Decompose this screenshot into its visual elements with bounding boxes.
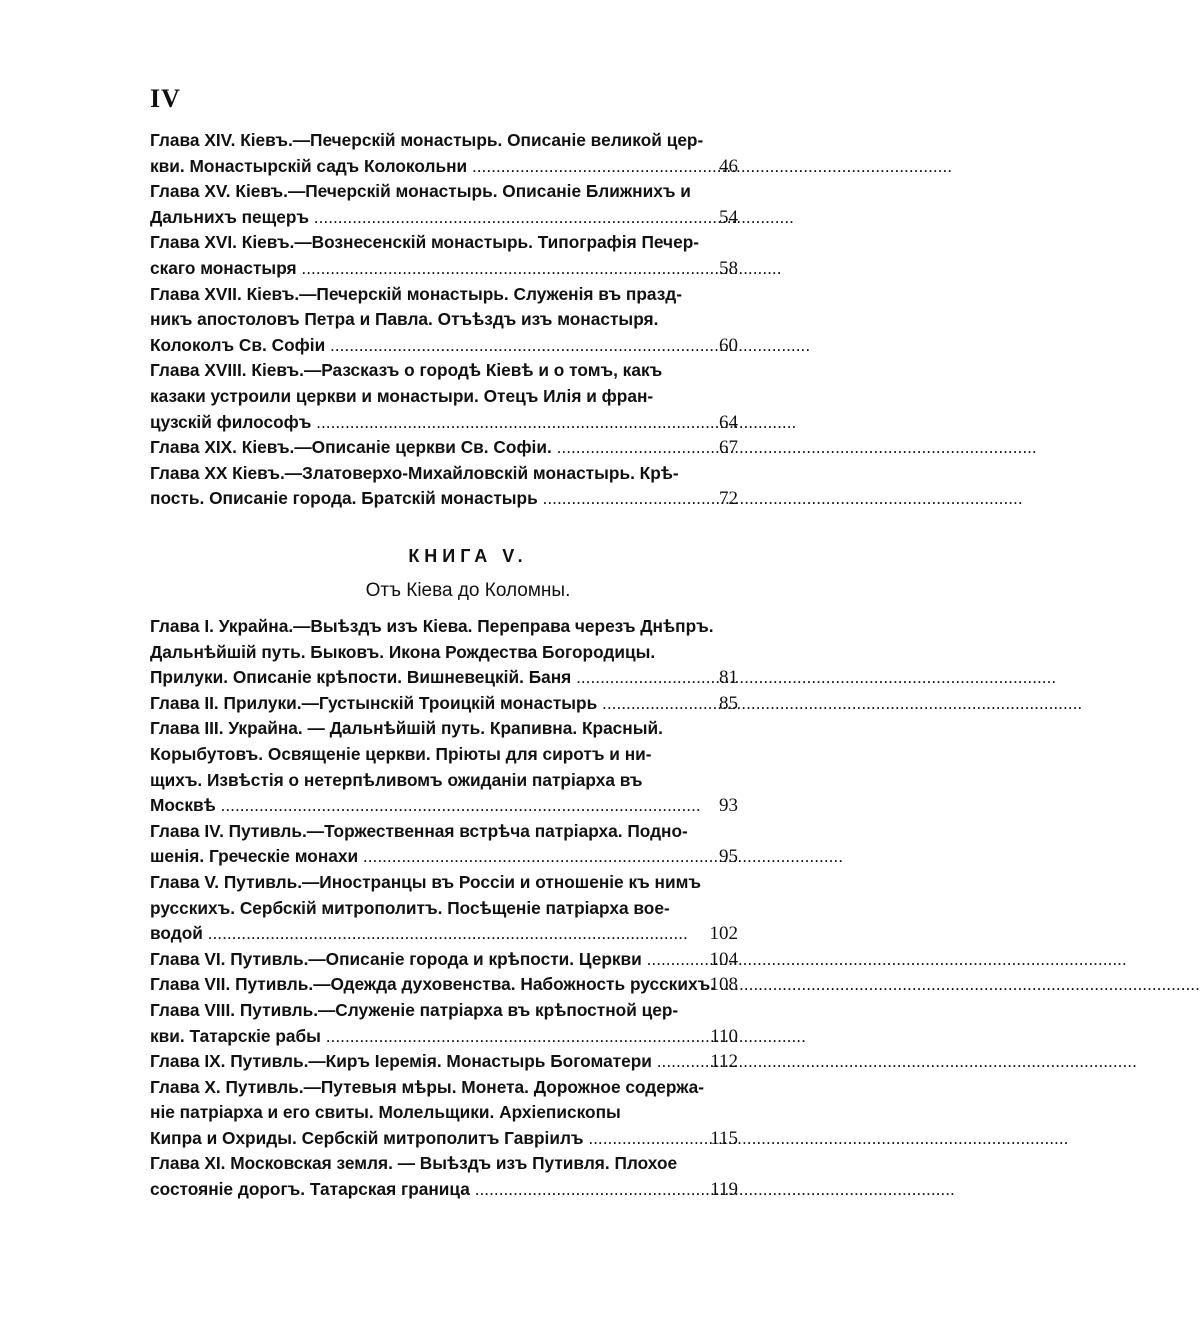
toc-entry bbox=[150, 128, 738, 179]
toc-entry bbox=[150, 998, 738, 1049]
toc-entry-line: Кипра и Охриды. Сербскiй митрополитъ Гаврiилъ ..... bbox=[192, 1126, 692, 1152]
toc-page-number: 85 bbox=[719, 692, 738, 714]
toc-entry-line: нiе патрiарха и его свиты. Молельщики. Архiепископы bbox=[150, 1102, 621, 1123]
toc-entry-line: Глава III. Украйна. — Дальнѣйшiй путь. Крапивна. Красный. bbox=[150, 718, 663, 739]
toc-page-number: 102 bbox=[709, 923, 738, 945]
toc-entry bbox=[150, 358, 738, 435]
toc-entry-line: цузскiй философъ ..... bbox=[192, 410, 692, 436]
toc-entry-line: Глава XIX. Кiевъ.—Описанiе церкви Св. Софiи. ..... bbox=[192, 435, 692, 461]
toc-entry bbox=[150, 870, 738, 947]
toc-entry bbox=[150, 691, 738, 717]
toc-entry bbox=[150, 282, 738, 359]
toc-entry-line: состоянiе дорогъ. Татарская граница ..... bbox=[192, 1177, 692, 1203]
toc-page-number: 81 bbox=[719, 667, 738, 689]
toc-entry-line: Корыбутовъ. Освященiе церкви. Прiюты для сиротъ и ни- bbox=[150, 743, 652, 764]
toc-entry-line: Глава VII. Путивль.—Одежда духовенства. Набожность русскихъ. ..... bbox=[192, 972, 692, 998]
toc-entry-line: Глава XVI. Кiевъ.—Вознесенскiй монастырь. Типографiя Печер- bbox=[150, 232, 700, 253]
toc-entry-line: русскихъ. Сербскiй митрополитъ. Посѣщенiе патрiарха вое- bbox=[150, 897, 670, 918]
toc-entry bbox=[150, 1049, 738, 1075]
toc-page-number: 115 bbox=[710, 1127, 738, 1149]
toc-entry-line: Колоколъ Св. Софiи ..... bbox=[192, 333, 692, 359]
toc-entry bbox=[150, 461, 738, 512]
toc-entry bbox=[150, 972, 738, 998]
toc-entry bbox=[150, 435, 738, 461]
toc-page-number: 119 bbox=[710, 1179, 738, 1201]
toc-entry-line: Глава V. Путивль.—Иностранцы въ Россiи и отношенiе къ нимъ bbox=[150, 871, 701, 892]
page-number: IV bbox=[150, 84, 181, 113]
toc-entry-line: шенiя. Греческiе монахи ..... bbox=[192, 844, 692, 870]
toc-page-number: 46 bbox=[719, 155, 738, 177]
toc-entry-line: кви. Монастырскiй садъ Колокольни ..... bbox=[192, 154, 692, 180]
toc-page-number: 60 bbox=[719, 334, 738, 356]
toc-entry-line: Глава XVIII. Кiевъ.—Разсказъ о городѣ Кiевѣ и о томъ, какъ bbox=[150, 360, 663, 381]
toc-entry-line: Глава XX Кiевъ.—Златоверхо-Михайловскiй монастырь. Крѣ- bbox=[150, 462, 679, 483]
toc-entry-line: Глава XIV. Кiевъ.—Печерскiй монастырь. Описанiе великой цер- bbox=[150, 130, 704, 150]
book-title: КНИГА V. bbox=[408, 546, 528, 566]
toc-section-bottom bbox=[150, 614, 738, 1203]
toc-entry-line: водой ..... bbox=[192, 921, 692, 947]
toc-section-top bbox=[150, 128, 738, 512]
toc-page-number: 95 bbox=[719, 846, 738, 868]
toc-entry-line: Прилуки. Описанiе крѣпости. Вишневецкiй. Баня ..... bbox=[192, 665, 692, 691]
toc-page-number: 58 bbox=[719, 257, 738, 279]
toc-entry-line: Глава XV. Кiевъ.—Печерскiй монастырь. Описанiе Ближнихъ и bbox=[150, 181, 691, 202]
toc-entry-line: Глава XI. Московская земля. — Выѣздъ изъ Путивля. Плохое bbox=[150, 1153, 678, 1174]
toc-entry-line: Глава VIII. Путивль.—Служенiе патрiарха въ крѣпостной цер- bbox=[150, 999, 679, 1020]
toc-page-number: 112 bbox=[710, 1051, 738, 1073]
toc-entry-line: Глава XVII. Кiевъ.—Печерскiй монастырь. Служенiя въ празд- bbox=[150, 283, 683, 304]
toc-entry-line: Глава IX. Путивль.—Киръ Iеремiя. Монастырь Богоматери ..... bbox=[192, 1049, 692, 1075]
toc-entry-line: кви. Татарскiе рабы ..... bbox=[192, 1024, 692, 1050]
toc-entry-line: казаки устроили церкви и монастыри. Отецъ Илiя и фран- bbox=[150, 385, 654, 406]
toc-page-number: 67 bbox=[719, 437, 738, 459]
toc-entry-line: Глава II. Прилуки.—Густынскiй Троицкiй монастырь ..... bbox=[192, 691, 692, 717]
book-subtitle: Отъ Кiева до Коломны. bbox=[365, 580, 571, 601]
toc-entry-line: Глава I. Украйна.—Выѣздъ изъ Кiева. Переправа черезъ Днѣпръ. bbox=[150, 616, 714, 636]
toc-page-number: 54 bbox=[719, 206, 738, 228]
toc-page-number: 104 bbox=[709, 948, 738, 970]
toc-entry-line: пость. Описанiе города. Братскiй монастырь ..... bbox=[192, 486, 692, 512]
toc-entry bbox=[150, 1075, 738, 1152]
toc-entry-line: щихъ. Извѣстiя о нетерпѣливомъ ожиданiи патрiарха въ bbox=[150, 769, 643, 790]
toc-entry bbox=[150, 230, 738, 281]
toc-entry bbox=[150, 1151, 738, 1202]
toc-entry-line: никъ апостоловъ Петра и Павла. Отъѣздъ изъ монастыря. bbox=[150, 309, 659, 330]
toc-entry bbox=[150, 819, 738, 870]
toc-entry-line: Глава X. Путивль.—Путевыя мѣры. Монета. Дорожное содержа- bbox=[150, 1076, 705, 1097]
toc-page-number: 108 bbox=[709, 974, 738, 996]
toc-entry-line: Дальнѣйшiй путь. Быковъ. Икона Рождества Богородицы. bbox=[150, 641, 656, 662]
toc-entry-line: Глава IV. Путивль.—Торжественная встрѣча патрiарха. Подно- bbox=[150, 820, 688, 841]
toc-entry bbox=[150, 716, 738, 818]
toc-page-number: 110 bbox=[710, 1025, 738, 1047]
toc-entry bbox=[150, 947, 738, 973]
toc-page-number: 64 bbox=[719, 411, 738, 433]
toc-entry-line: Москвѣ ..... bbox=[192, 793, 692, 819]
toc-page-number: 93 bbox=[719, 795, 738, 817]
toc-entry-line: скаго монастыря ..... bbox=[192, 256, 692, 282]
toc-entry-line: Дальнихъ пещеръ ..... bbox=[192, 205, 692, 231]
toc-entry bbox=[150, 179, 738, 230]
toc-entry-line: Глава VI. Путивль.—Описанiе города и крѣпости. Церкви ..... bbox=[192, 947, 692, 973]
toc-entry bbox=[150, 614, 738, 691]
toc-page-number: 72 bbox=[719, 488, 738, 510]
